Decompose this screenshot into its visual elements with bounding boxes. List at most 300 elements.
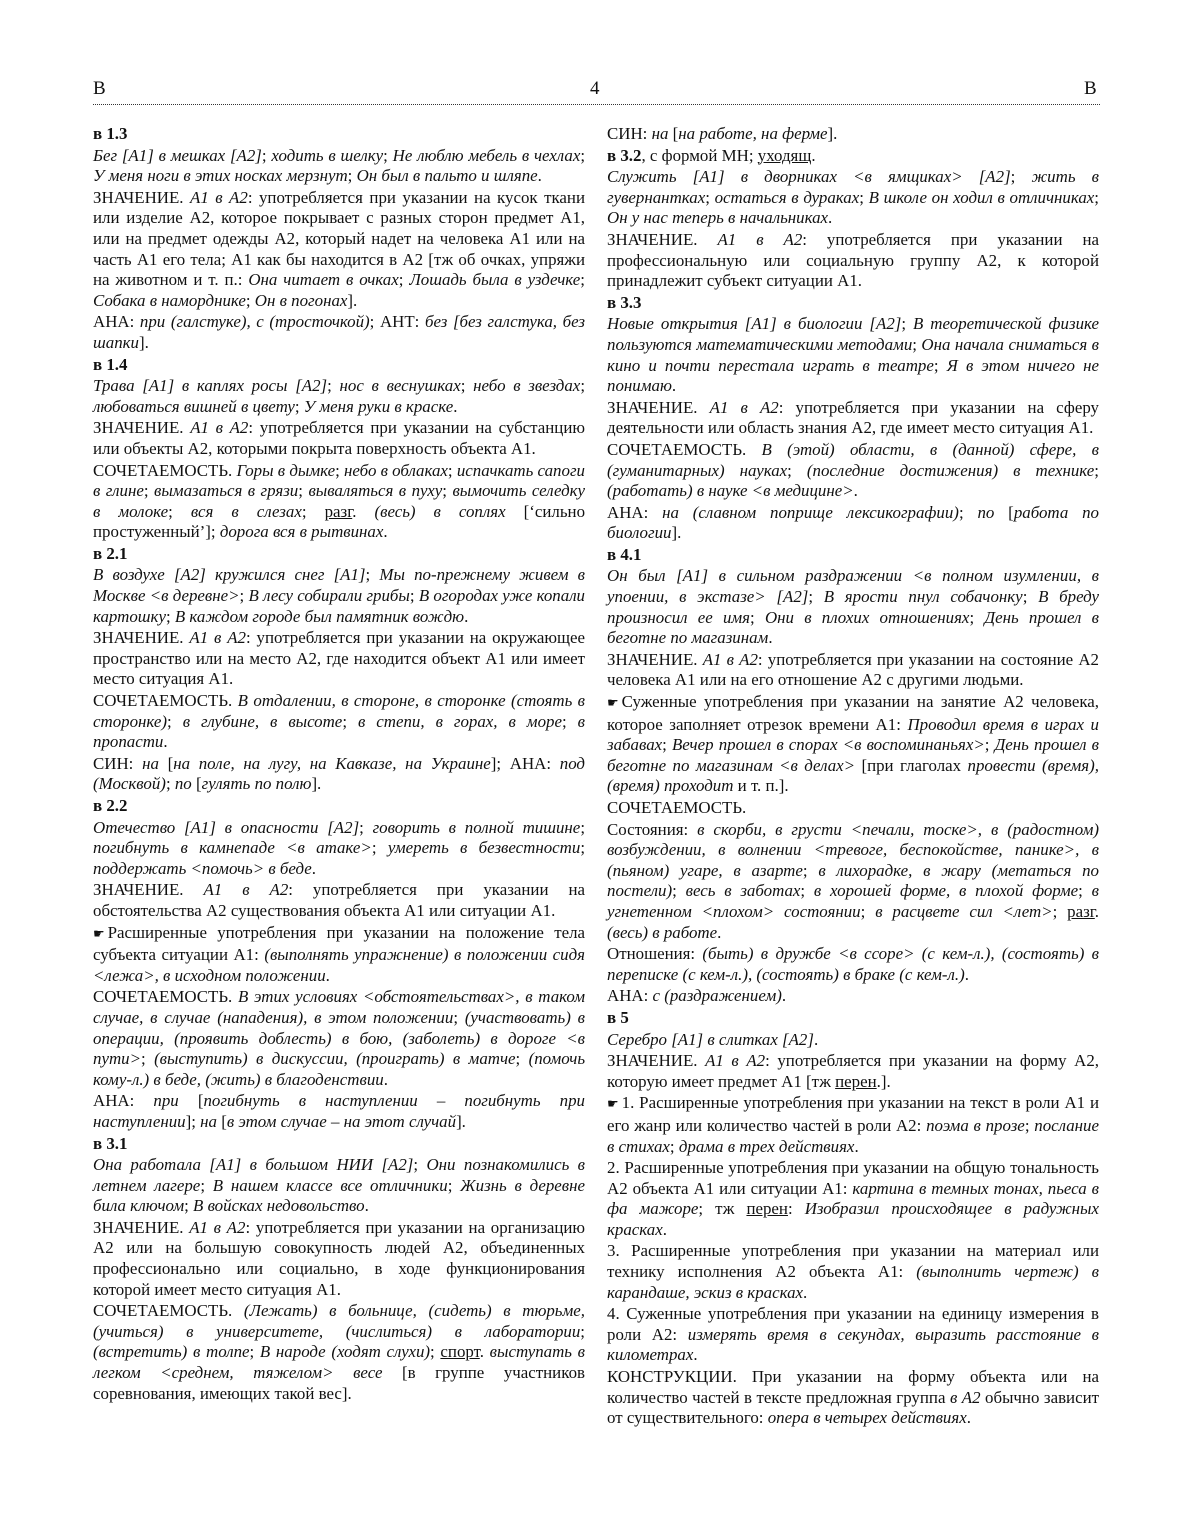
text: . <box>537 166 542 186</box>
text: ; <box>371 838 388 858</box>
example-text: погибнуть в камнепаде <в атаке> <box>93 838 372 858</box>
example-text: (выполнять упражнение) в положении сидя <лежа>, в исходном положении <box>93 945 586 985</box>
text: АНА: <box>93 1091 154 1111</box>
text: ; <box>1052 901 1068 921</box>
example-text: Мы по-прежнему живем в Москве <в деревне> <box>93 565 586 606</box>
sense-number: в 3.1 <box>93 1133 128 1153</box>
text: ]. <box>347 290 358 310</box>
text: ; <box>1094 460 1099 480</box>
text: ; <box>669 1136 679 1156</box>
text: : употребляется при указании на окружающее пространство или на место А2, где находится объект А1 или имеет место ситуация А1. <box>93 628 586 689</box>
example-text: А1 в А2 <box>717 229 803 249</box>
example-text: Он был [А1] в сильном раздражении <в полном изумлении, в упоении, в экстазе> [А2] <box>607 566 1099 607</box>
example-text: небо в звездах <box>473 376 581 396</box>
example-text: остаться в дураках <box>714 187 860 207</box>
example-text: в А2 <box>949 1387 981 1407</box>
example-text: вымочить селедку в молоке <box>93 481 586 521</box>
example-text: А1 в А2 <box>190 187 248 207</box>
example-text: (участвовать) в операции, (проявить доблесть) в бою, (заболеть) в дороге <в пути> <box>93 1007 585 1069</box>
example-text: вымазаться в грязи <box>154 481 299 501</box>
text: ЗНАЧЕНИЕ. <box>93 1217 190 1237</box>
example-text: А1 в А2 <box>709 397 779 417</box>
text: ЗНАЧЕНИЕ. <box>93 880 204 900</box>
text: [при глаголах <box>855 755 968 775</box>
entry-paragraph <box>607 1158 1099 1240</box>
text: [‘сильно простуженный’]; <box>93 501 586 542</box>
example-text: жить в гувернантках <box>607 167 1099 207</box>
entry-paragraph <box>607 798 1099 819</box>
text: , с формой МН; <box>641 145 758 165</box>
text: ; <box>580 270 585 290</box>
entry-paragraph <box>93 1091 585 1132</box>
example-text: В нашем классе все отличники <box>212 1175 448 1195</box>
text: АНА: <box>607 502 663 522</box>
text: . <box>1094 901 1100 921</box>
text: . <box>768 628 773 648</box>
text: ЗНАЧЕНИЕ. <box>93 187 190 207</box>
entry-paragraph <box>607 146 1099 167</box>
example-text: В школе он ходил в отличниках <box>868 187 1095 207</box>
text: АНА: <box>607 986 653 1006</box>
text: ; <box>958 502 978 522</box>
text: ; <box>580 838 586 858</box>
text: ; <box>672 881 686 901</box>
text: ; <box>383 145 393 165</box>
text: . <box>853 481 858 501</box>
example-text: А1 в А2 <box>189 628 246 648</box>
example-text: при <box>153 1091 179 1111</box>
entry-paragraph <box>607 503 1099 544</box>
example-text: А1 в А2 <box>189 1217 246 1237</box>
text: ; <box>168 501 191 521</box>
example-text: У меня ноги в этих носках мерзнут <box>93 166 348 186</box>
entry-paragraph <box>93 1301 585 1404</box>
example-text: измерять время в секундах, выразить расстояние в километрах <box>607 1324 1099 1365</box>
text: 3. Расширенные употребления при указании на материал или технику исполнения А2 объекта А1: <box>607 1241 1099 1282</box>
text: . <box>662 1219 667 1239</box>
example-text: А1 в А2 <box>705 1051 766 1071</box>
text: [ <box>994 502 1014 522</box>
example-text: В (этой) области, в (данной) сфере, в (гуманитарных) науках <box>607 439 1099 480</box>
example-text: Он у нас теперь в начальниках <box>607 208 829 228</box>
example-text: (весь) в соплях <box>374 501 506 521</box>
text: [в группе участников соревнования, имеющих такой вес]. <box>93 1363 585 1403</box>
text: ; <box>1078 881 1092 901</box>
text: ]. <box>139 332 149 352</box>
text: : употребляется при указании на профессиональную или социальную группу А2, к которой принадлежит субъект ситуации А1. <box>607 229 1099 291</box>
entry-paragraph <box>607 986 1099 1007</box>
entry-paragraph <box>607 230 1099 292</box>
text: ; <box>261 145 272 165</box>
text: . <box>352 501 375 521</box>
example-text: на <box>651 124 669 143</box>
text: ; <box>787 460 807 480</box>
entry-paragraph <box>93 376 585 417</box>
example-text: (весь) в работе <box>607 922 718 942</box>
text: АНА: <box>93 312 140 332</box>
entry-paragraph <box>93 923 585 987</box>
entry-paragraph <box>93 461 585 543</box>
example-text: (Лежать) в больнице, (сидеть) в тюрьме, (учиться) в университете, (числиться) в лаборатории <box>93 1301 585 1341</box>
text: ; <box>580 1321 585 1341</box>
example-text: гулять по полю <box>201 774 312 794</box>
text: ; <box>1022 587 1039 607</box>
example-text: небо в облаках <box>344 460 448 480</box>
example-text: Проводил время в играх и забавах <box>607 714 1100 755</box>
sense-number: в 2.1 <box>93 543 128 563</box>
entry-heading <box>93 124 585 145</box>
example-text: А1 в А2 <box>190 418 249 438</box>
text: [ <box>178 1091 204 1111</box>
example-text: Он в погонах <box>254 290 348 310</box>
text: ; <box>298 481 309 501</box>
example-text: в хорошей форме, в плохой форме <box>813 881 1079 901</box>
example-text: на (славном поприще лексикографии) <box>662 502 959 522</box>
usage-label: перен <box>835 1071 877 1091</box>
text: ; <box>335 460 345 480</box>
text: ; <box>442 481 453 501</box>
text: ; <box>859 187 869 207</box>
example-text: драма в трех действиях <box>678 1136 855 1156</box>
entry-heading <box>93 355 585 376</box>
text: . <box>693 1345 698 1365</box>
text: ; <box>249 1342 260 1362</box>
text: ; <box>200 1175 213 1195</box>
text: 2. Расширенные употребления при указании на общую тональность А2 объекта А1 или ситуации А1: <box>607 1158 1099 1198</box>
text: КОНСТРУКЦИИ. При указании на форму объекта или на количество частей в тексте предложная группа <box>607 1367 1099 1407</box>
text: . <box>828 208 833 228</box>
example-text: (последние достижения) в технике <box>806 460 1095 480</box>
sense-number: в 3.2 <box>607 145 642 165</box>
example-text: В этих условиях <обстоятельствах>, в таком случае, в случае (нападения), в этом положении <box>93 987 585 1027</box>
entry-paragraph <box>607 1051 1099 1092</box>
example-text: ходить в шелку <box>271 145 384 165</box>
entry-paragraph <box>93 188 585 312</box>
example-text: Она читает в очках <box>248 270 399 290</box>
text: обычно зависит от существительного: <box>607 1387 1099 1428</box>
text: 1. Расширенные употребления при указании на текст в роли А1 и его жанр или количество частей в роли А2: <box>607 1093 1099 1135</box>
usage-label: разг <box>324 501 353 521</box>
entry-paragraph <box>607 440 1099 502</box>
example-text: В лесу собирали грибы <box>248 586 410 606</box>
text: ; <box>165 606 175 626</box>
text: СОЧЕТАЕМОСТЬ. <box>93 691 238 711</box>
entry-paragraph <box>93 880 585 921</box>
example-text: послание в стихах <box>607 1115 1099 1156</box>
text: ; <box>800 881 814 901</box>
text: . <box>479 1342 490 1362</box>
example-text: В войсках недовольство <box>193 1196 365 1216</box>
entry-paragraph <box>607 820 1099 944</box>
text: ]. <box>671 523 682 543</box>
text: .]. <box>876 1071 891 1091</box>
example-text: без [без галстука, без шапки <box>93 312 585 352</box>
text: : употребляется при указании на организацию А2 или на большую совокупность людей А2, объединенных профессионально или социально, в ходе функционирования которой имеет место ситуация А1. <box>93 1217 586 1299</box>
text: ; <box>167 711 183 731</box>
example-text: У меня руки в краске <box>303 396 454 416</box>
entry-paragraph <box>93 628 585 690</box>
text: ЗНАЧЕНИЕ. <box>607 649 703 669</box>
entry-paragraph <box>607 650 1099 691</box>
text: : употребляется при указании на форму А2, которую имеет предмет А1 [тж <box>607 1051 1099 1091</box>
text: ; <box>933 355 947 375</box>
text: ; <box>347 166 357 186</box>
text: . <box>803 1282 808 1302</box>
text: ; <box>245 290 255 310</box>
text: : <box>787 1199 805 1219</box>
text: : употребляется при указании на состояние А2 человека А1 или на его отношение А2 с другими людьми. <box>607 649 1099 690</box>
example-text: при (галстуке), с (тросточкой) <box>139 312 370 332</box>
example-text: испачкать сапоги в глине <box>93 460 585 501</box>
entry-paragraph <box>607 314 1099 396</box>
text: ЗНАЧЕНИЕ. <box>607 397 710 417</box>
text: . <box>383 522 388 542</box>
text: ; <box>580 817 586 837</box>
text: ; <box>705 187 715 207</box>
example-text: В бреду произносил ее имя <box>607 587 1099 627</box>
text: и т. п.]. <box>733 776 789 796</box>
text: . <box>854 1136 859 1156</box>
text: СОЧЕТАЕМОСТЬ. <box>607 798 747 817</box>
right-column <box>607 124 1099 1430</box>
text: ]. <box>456 1111 466 1131</box>
text: . <box>364 1196 369 1216</box>
example-text: нос в веснушках <box>339 376 461 396</box>
text: . <box>964 964 969 984</box>
text: ЗНАЧЕНИЕ. <box>93 418 191 438</box>
example-text: весь в заботах <box>685 881 801 901</box>
text: . <box>811 145 816 165</box>
text: ; <box>453 1007 465 1027</box>
entry-paragraph <box>93 1218 585 1300</box>
example-text: (выполнить чертеж) в карандаше, эскиз в красках <box>607 1262 1099 1302</box>
example-text: в лихорадке, в жару (метаться по постели) <box>607 860 1099 901</box>
example-text: в расцвете сил <лет> <box>875 901 1053 921</box>
entry-paragraph <box>607 944 1099 985</box>
text: ]. <box>311 774 322 794</box>
example-text: поэма в прозе <box>926 1115 1025 1135</box>
text: ; <box>430 1342 441 1362</box>
entry-paragraph <box>607 167 1099 229</box>
text: ; <box>342 711 358 731</box>
example-text: День прошел в беготне по магазинам <box>607 607 1099 648</box>
example-text: Трава [А1] в каплях росы [А2] <box>93 376 328 396</box>
text: Отношения: <box>607 944 703 964</box>
text: ЗНАЧЕНИЕ. <box>607 1051 706 1071</box>
example-text: говорить в полной тишине <box>372 817 581 837</box>
example-text: Она работала [А1] в большом НИИ [А2] <box>93 1155 414 1175</box>
sense-number: в 4.1 <box>607 544 642 564</box>
text: ; <box>662 735 672 755</box>
example-text: опера в четырех действиях <box>767 1408 967 1428</box>
text: ; <box>413 1155 427 1175</box>
example-text: Они в плохих отношениях <box>764 607 970 627</box>
example-text: Не люблю мебель в чехлах <box>392 145 581 165</box>
text: ; <box>301 501 325 521</box>
text: ; <box>580 145 586 165</box>
entry-paragraph <box>607 1030 1099 1051</box>
text: . <box>966 1408 971 1428</box>
sense-number: в 3.3 <box>607 292 642 312</box>
example-text: Он был в пальто и шляпе <box>356 166 538 186</box>
example-text: (быть) в дружбе <в ссоре> (с кем-л.), (состоять) в переписке (с кем-л.), (состоять) в браке (с кем-л.) <box>607 944 1099 984</box>
example-text: под (Москвой) <box>93 753 585 794</box>
text: СОЧЕТАЕМОСТЬ. <box>93 460 237 480</box>
entry-heading <box>607 545 1099 566</box>
text: ; <box>184 1196 194 1216</box>
entry-paragraph <box>93 565 585 627</box>
example-text: по <box>977 502 995 522</box>
example-text: вываляться в пуху <box>308 481 443 501</box>
example-text: выступать в легком <среднем, тяжелом> весе <box>93 1342 586 1383</box>
text: ; <box>802 860 819 880</box>
example-text: В ярости пнул собачонку <box>823 587 1023 607</box>
example-text: (встретить) в толпе <box>93 1342 250 1362</box>
example-text: Новые открытия [А1] в биологии [А2] <box>607 314 902 334</box>
example-text: дорога вся в рытвинах <box>219 522 384 542</box>
text: ; <box>912 334 922 354</box>
text: . <box>325 965 330 985</box>
text: ; <box>143 481 155 501</box>
text: . <box>717 922 722 942</box>
text: ; <box>750 607 765 627</box>
text: ; <box>365 565 380 585</box>
hand-pointer-icon: ☛ <box>607 696 619 712</box>
text: ]; <box>185 1111 201 1131</box>
page-number: 4 <box>590 78 600 99</box>
text: ; <box>969 607 985 627</box>
entry-heading <box>607 293 1099 314</box>
text: ; <box>140 1049 155 1069</box>
entry-paragraph <box>93 146 585 187</box>
sense-number: в 2.2 <box>93 796 128 815</box>
left-column <box>93 124 585 1405</box>
example-text: погибнуть в наступлении – погибнуть при наступлении <box>93 1091 585 1131</box>
text: ; <box>460 376 474 396</box>
text: : употребляется при указании на кусок ткани или изделие А2, которое покрывает с разных сторон предмет А1, или на предмет одежды А2, который надет на человека А1 или на часть А1 его тела; А1 как бы находится в А2 [тж об очках, упряжи на животном и т. п.: <box>93 187 585 290</box>
example-text: Горы в дымке <box>236 460 336 480</box>
usage-label: перен <box>746 1199 788 1219</box>
entry-heading <box>93 544 585 565</box>
text: ; <box>239 586 249 606</box>
text: . <box>163 732 168 752</box>
example-text: А1 в А2 <box>203 880 289 900</box>
usage-label: разг <box>1067 901 1095 921</box>
text: ; <box>1094 187 1099 207</box>
example-text: Серебро [А1] в слитках [А2] <box>607 1029 814 1049</box>
entry-paragraph <box>93 691 585 753</box>
text: 4. Суженные употребления при указании на единицу измерения в роли А2: <box>607 1304 1099 1344</box>
text: [ <box>158 753 174 773</box>
sense-number: в 1.4 <box>93 354 128 374</box>
example-text: В огородах уже копали картошку <box>93 586 586 626</box>
example-text: провести (время), (время) проходит <box>607 755 1099 796</box>
example-text: умереть в безвестности <box>387 838 581 858</box>
entry-heading <box>607 1008 1099 1029</box>
text: ; <box>860 901 876 921</box>
hand-pointer-icon: ☛ <box>607 1097 619 1113</box>
text: СИН: <box>93 753 143 773</box>
text: ; <box>327 376 340 396</box>
text: . <box>813 1029 819 1049</box>
entry-paragraph <box>93 987 585 1090</box>
example-text: В каждом городе был памятник вождю <box>174 606 465 626</box>
example-text: Лошадь была в уздечке <box>409 270 581 290</box>
sense-number: в 1.3 <box>93 124 128 143</box>
example-text: А1 в А2 <box>702 649 758 669</box>
text: ; <box>409 586 419 606</box>
text: Расширенные употребления при указании на положение тела субъекта ситуации А1: <box>93 922 585 965</box>
dotted-divider <box>93 104 1100 105</box>
example-text: (выступить) в дискуссии, (проиграть) в матче <box>154 1049 516 1069</box>
entry-paragraph <box>607 1093 1099 1157</box>
text: СОЧЕТАЕМОСТЬ. <box>93 1301 244 1321</box>
text: ; <box>1024 1115 1035 1135</box>
running-head-right: В <box>1084 78 1097 99</box>
entry-paragraph <box>607 1241 1099 1303</box>
example-text: на поле, на лугу, на Кавказе, на Украине <box>173 753 491 773</box>
entry-paragraph <box>93 312 585 353</box>
entry-paragraph <box>607 566 1099 648</box>
text: : употребляется при указании на обстоятельства А2 существования объекта А1 или ситуации А1. <box>93 880 585 920</box>
example-text: Собака в наморднике <box>93 290 246 310</box>
example-text: в скорби, в грусти <печали, тоске>, в (радостном) возбуждении, в волнении <тревоге, беспокойстве, панике>, в (пьяном) угаре, в азарте <box>607 819 1099 880</box>
example-text: в глубине, в высоте <box>182 711 343 731</box>
entry-paragraph <box>93 1155 585 1217</box>
example-text: картина в темных тонах, пьеса в фа мажоре <box>607 1178 1099 1219</box>
text: ЗНАЧЕНИЕ. <box>607 229 718 249</box>
entry-paragraph <box>93 418 585 459</box>
text: ЗНАЧЕНИЕ. <box>93 628 190 648</box>
text: СИН: <box>607 124 652 143</box>
text: . <box>464 606 469 626</box>
example-text: В теоретической физике пользуются математическими методами <box>607 314 1099 354</box>
entry-paragraph <box>607 124 1099 145</box>
example-text: Они познакомились в летнем лагере <box>93 1155 585 1195</box>
text: ; тж <box>698 1199 747 1219</box>
example-text: Я в этом ничего не понимаю <box>607 355 1099 396</box>
text: ; <box>398 270 410 290</box>
entry-paragraph <box>93 818 585 880</box>
example-text: в угнетенном <плохом> состоянии <box>607 881 1100 921</box>
hand-pointer-icon: ☛ <box>93 926 105 942</box>
running-head-left: В <box>93 78 106 99</box>
text: СОЧЕТАЕМОСТЬ. <box>607 439 762 459</box>
example-text: Жизнь в деревне била ключом <box>93 1175 585 1216</box>
text: [ <box>216 1111 227 1131</box>
example-text: по <box>174 774 192 794</box>
text: ; <box>447 460 457 480</box>
text: . <box>311 858 316 878</box>
example-text: в степи, в горах, в море <box>357 711 562 731</box>
text: ; <box>808 587 824 607</box>
entry-paragraph <box>93 754 585 795</box>
example-text: В воздухе [А2] кружился снег [А1] <box>93 565 366 585</box>
text: ]; АНА: <box>490 753 560 773</box>
text: ]. <box>827 124 838 143</box>
example-text: День прошел в беготне по магазинам <в делах> <box>607 735 1099 775</box>
example-text: (работать) в науке <в медицине> <box>607 481 854 501</box>
text: ; <box>984 735 995 755</box>
text: . <box>383 1069 388 1089</box>
example-text: в этом случае – на этот случай <box>226 1111 457 1131</box>
text: : употребляется при указании на субстанцию или объекты А2, которыми покрыта поверхность объекта А1. <box>93 418 585 458</box>
example-text: (помочь кому-л.) в беде, (жить) в благоденствии <box>93 1049 586 1089</box>
example-text: на <box>200 1111 217 1131</box>
example-text: работа по биологии <box>607 502 1099 543</box>
entry-paragraph <box>607 1367 1099 1429</box>
text: Суженные употребления при указании на занятие А2 человека, которое заполняет отрезок времени А1: <box>607 692 1099 734</box>
